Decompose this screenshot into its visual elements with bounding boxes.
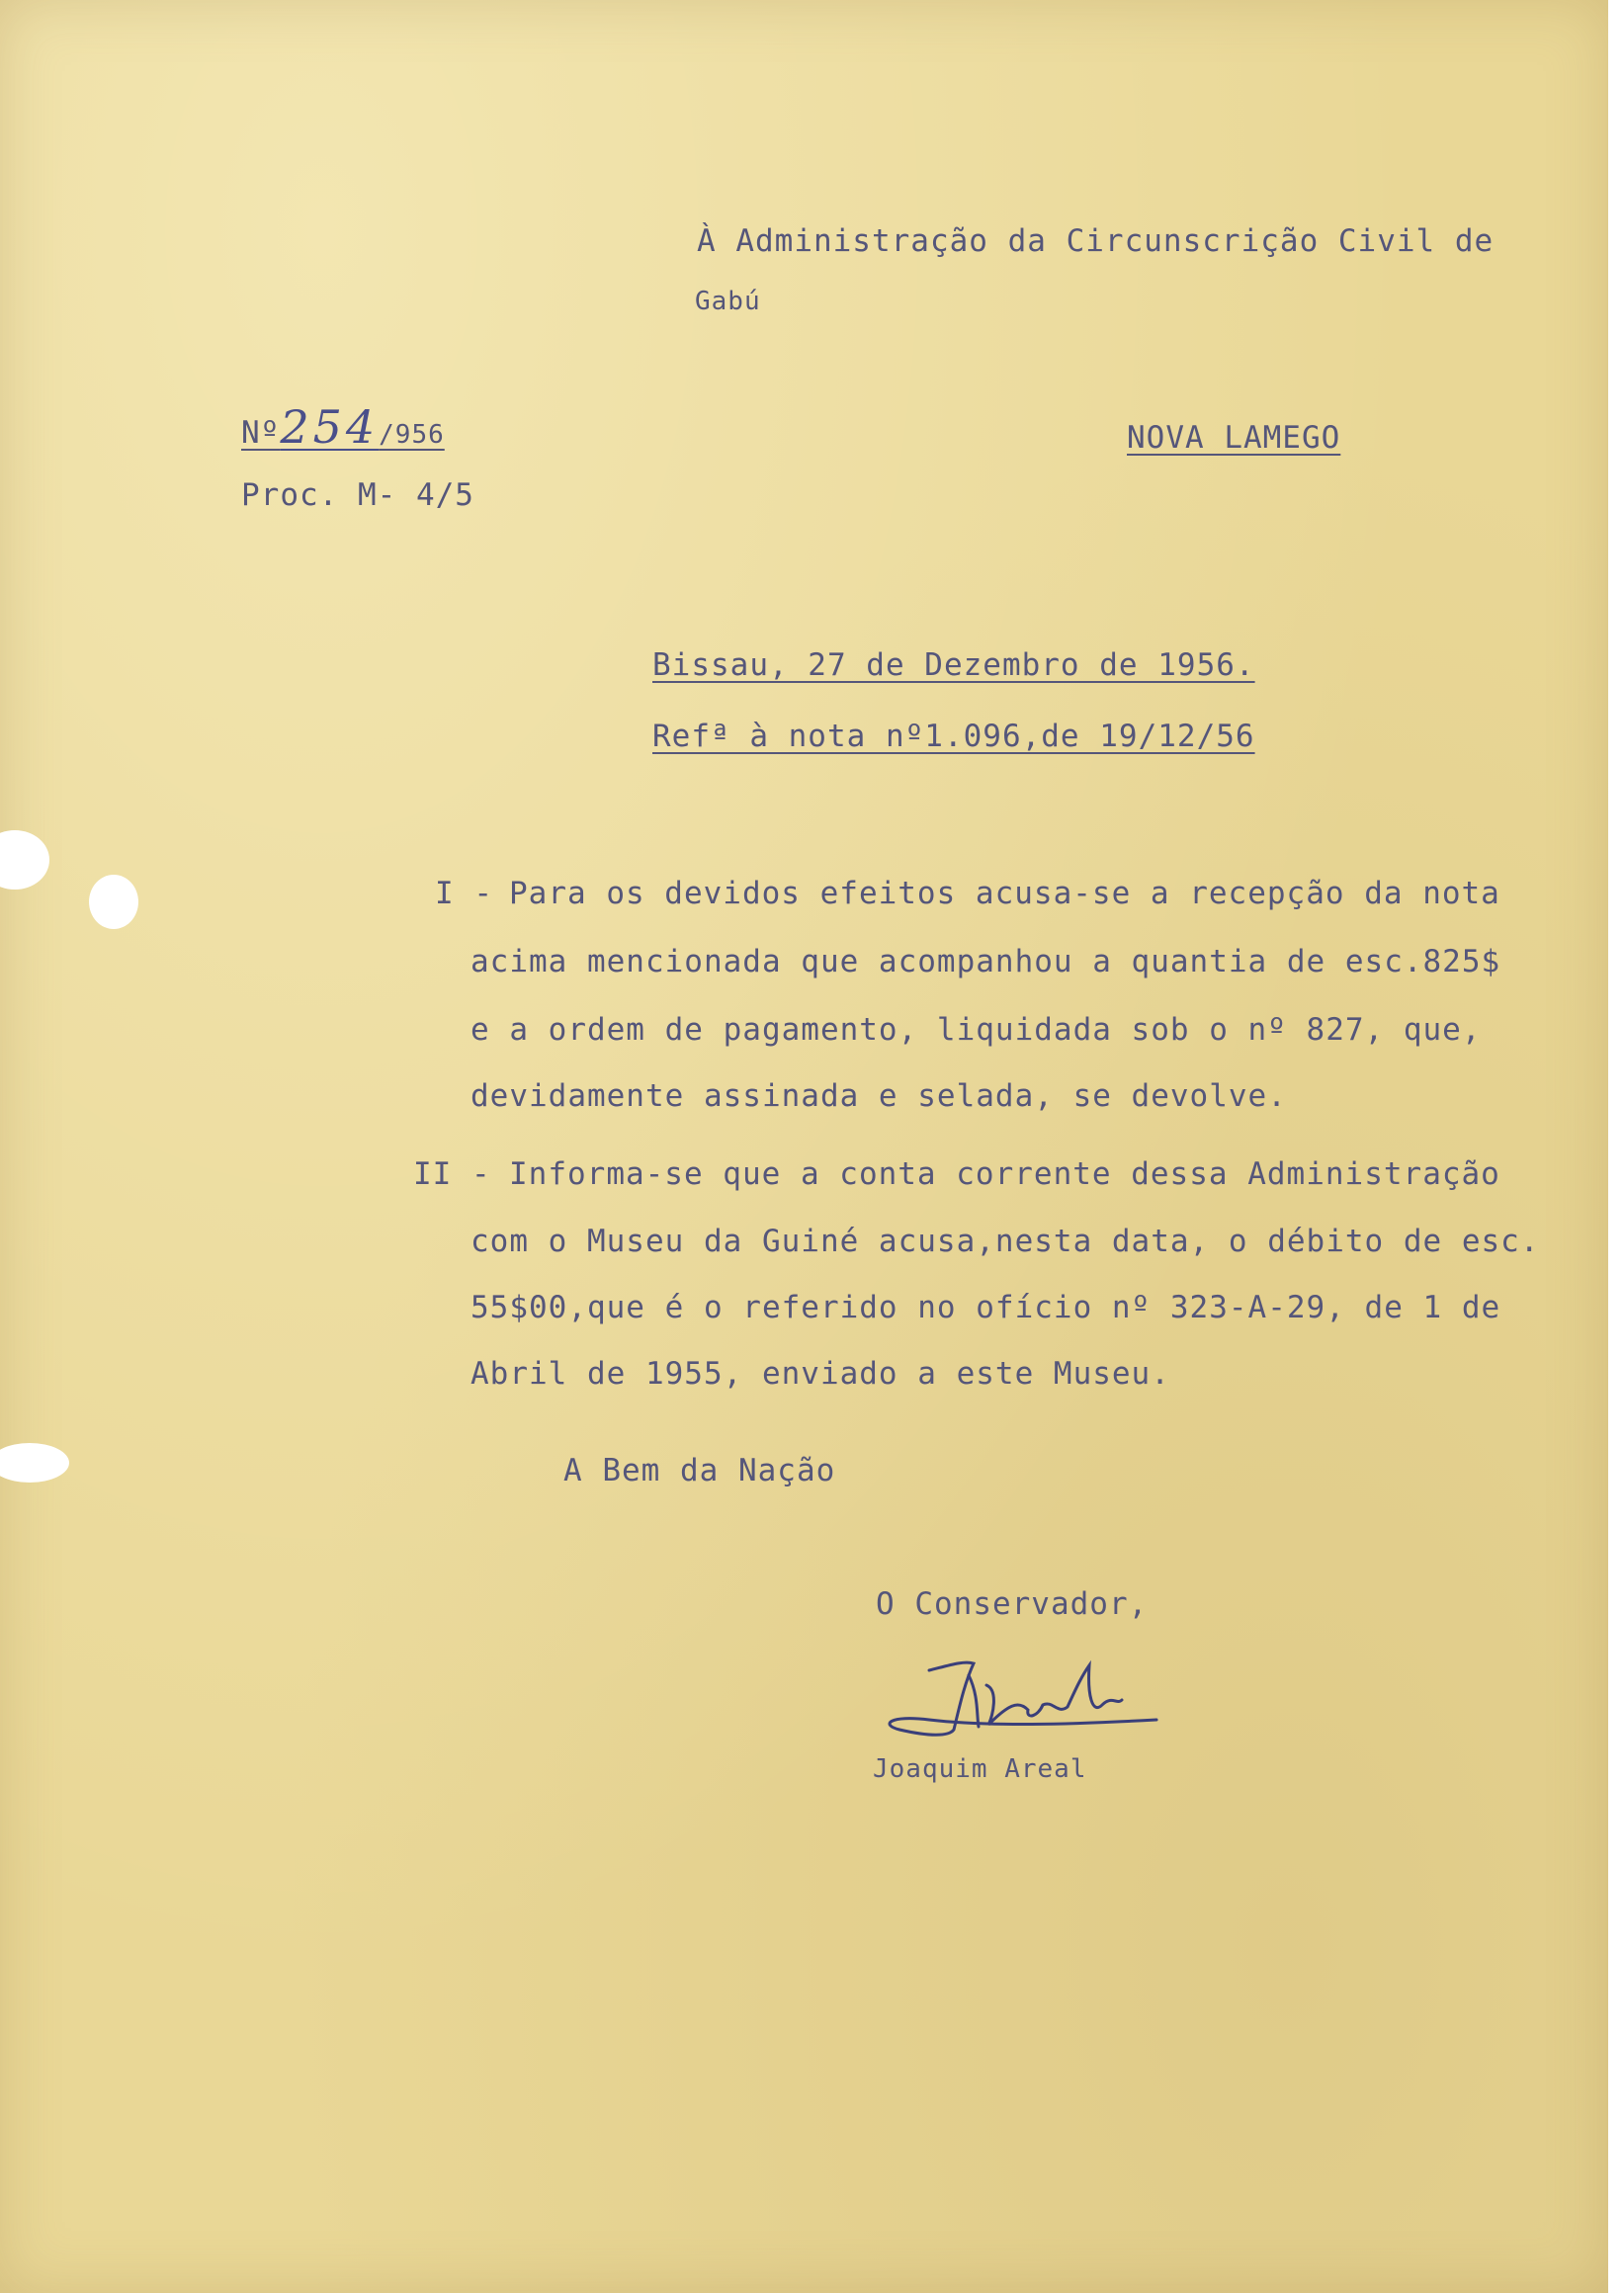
paragraph-1-line: Para os devidos efeitos acusa-se a recepção da nota xyxy=(509,876,1500,911)
reference-number xyxy=(241,400,445,454)
paragraph-1-line: devidamente assinada e selada, se devolve. xyxy=(470,1078,1287,1114)
reference-number-prefix: Nº xyxy=(241,415,281,451)
paper-tear xyxy=(89,875,138,929)
paper-tear xyxy=(0,830,49,890)
paragraph-2-line: com o Museu da Guiné acusa,nesta data, o débito de esc. xyxy=(470,1224,1540,1259)
closing-formula: A Bem da Nação xyxy=(563,1453,836,1488)
handwritten-signature xyxy=(870,1646,1166,1754)
paragraph-1-marker: I - xyxy=(435,876,493,911)
date-line: Bissau, 27 de Dezembro de 1956. xyxy=(652,647,1255,683)
paragraph-2-line: Abril de 1955, enviado a este Museu. xyxy=(470,1356,1170,1392)
paragraph-2-marker: II - xyxy=(413,1156,491,1192)
addressee-line-1: À Administração da Circunscrição Civil de xyxy=(697,223,1495,259)
paragraph-1-line: e a ordem de pagamento, liquidada sob o nº 827, que, xyxy=(470,1012,1482,1048)
paper-tear xyxy=(0,1443,69,1483)
signature-title: O Conservador, xyxy=(876,1586,1149,1622)
paragraph-1-line: acima mencionada que acompanhou a quantia de esc.825$ xyxy=(470,944,1501,979)
paragraph-2-line: Informa-se que a conta corrente dessa Administração xyxy=(509,1156,1500,1192)
reference-number-suffix: /956 xyxy=(379,420,445,450)
paragraph-2-line: 55$00,que é o referido no ofício nº 323-A-29, de 1 de xyxy=(470,1290,1501,1325)
process-number: Proc. M- 4/5 xyxy=(241,477,474,513)
reference-number-handwritten: 254 xyxy=(280,400,380,454)
addressee-line-2: Gabú xyxy=(695,287,761,316)
signer-name: Joaquim Areal xyxy=(873,1754,1087,1784)
destination: NOVA LAMEGO xyxy=(1127,420,1341,456)
reference-note-line: Refª à nota nº1.096,de 19/12/56 xyxy=(652,719,1255,754)
